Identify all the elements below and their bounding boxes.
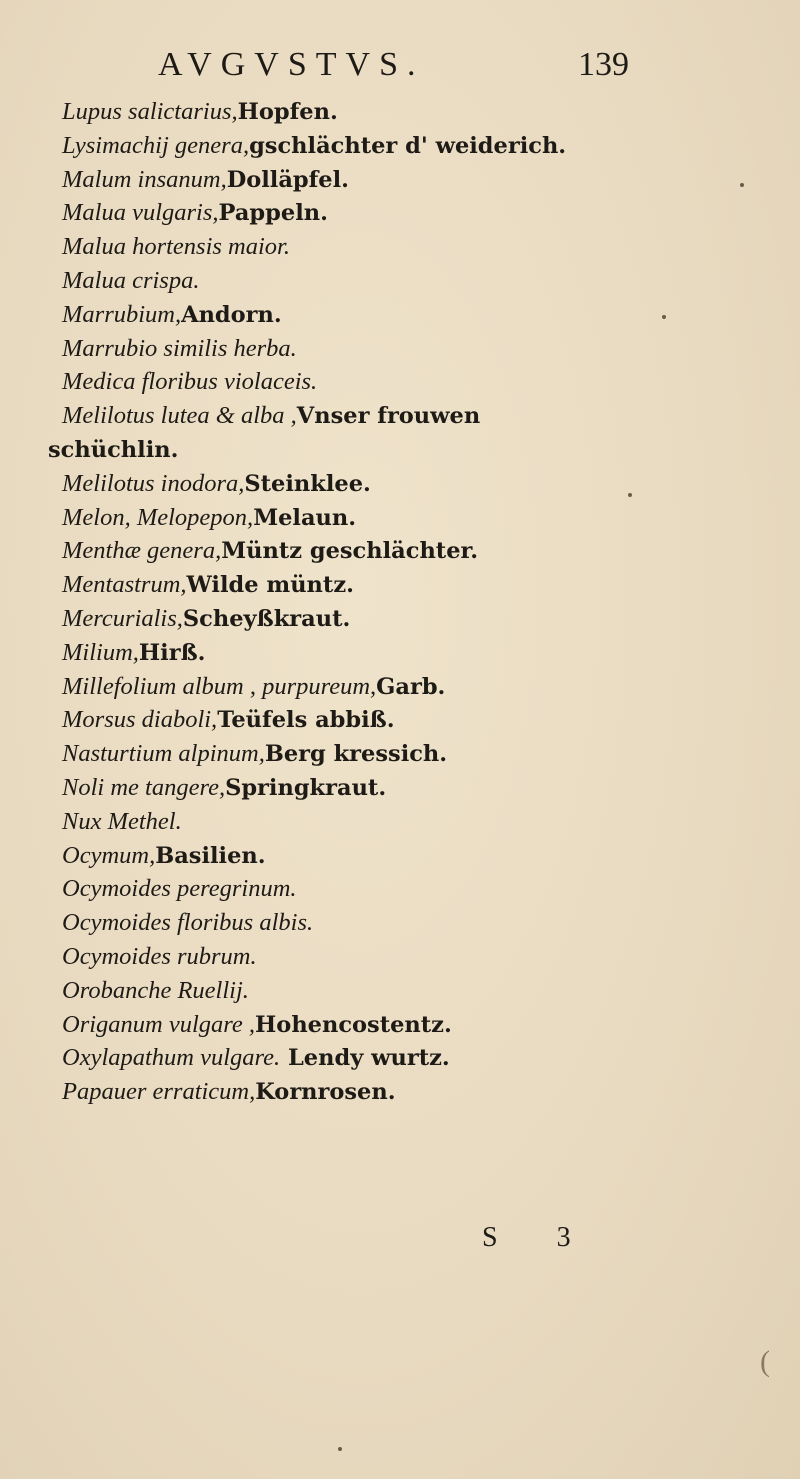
latin-name: Melilotus lutea & alba ,	[62, 402, 297, 430]
latin-name: Ocymoides peregrinum.	[62, 875, 297, 903]
latin-name: Orobanche Ruellij.	[62, 976, 249, 1004]
list-item	[48, 432, 762, 466]
latin-name: Malua crispa.	[62, 266, 200, 294]
german-name: Hopfen.	[237, 99, 338, 125]
paper-speck	[740, 183, 744, 187]
list-item	[62, 466, 762, 500]
latin-name: Lupus salictarius,	[62, 98, 238, 125]
list-item	[62, 297, 762, 331]
list-item	[62, 635, 762, 669]
list-item	[62, 939, 762, 973]
list-item	[62, 702, 762, 736]
herb-list	[48, 94, 762, 1108]
list-item	[62, 973, 762, 1007]
german-name: Melaun.	[253, 504, 357, 531]
latin-name: Morsus diaboli,	[62, 706, 218, 734]
running-head: AVGVSTVS.	[158, 46, 425, 83]
list-item	[62, 905, 762, 939]
german-name: Hohencostentz.	[255, 1011, 452, 1038]
list-item	[62, 601, 762, 635]
latin-name: Melon, Melopepon,	[62, 503, 254, 531]
latin-name: Ocymum,	[62, 841, 156, 869]
page-number: 139	[578, 46, 629, 83]
german-name: Lendy wurtz.	[287, 1045, 450, 1072]
list-item	[62, 533, 762, 567]
german-name: Steinklee.	[244, 470, 371, 497]
german-name: schüchlin.	[48, 436, 179, 463]
german-name: gschlächter d' weiderich.	[249, 132, 567, 159]
list-item	[62, 669, 762, 703]
list-item	[62, 838, 762, 872]
german-name: Basilien.	[155, 842, 266, 869]
german-name: Scheyßkraut.	[182, 605, 351, 632]
german-name: Dolläpfel.	[226, 166, 350, 193]
german-name: Wilde müntz.	[186, 572, 354, 599]
latin-name: Ocymoides rubrum.	[62, 942, 257, 970]
list-item	[62, 1040, 762, 1074]
latin-name: Mentastrum,	[62, 571, 187, 599]
list-item	[62, 567, 762, 601]
latin-name: Milium,	[62, 638, 139, 666]
german-name: Garb.	[376, 673, 446, 700]
list-item	[62, 128, 762, 162]
german-name: Teüfels abbiß.	[217, 707, 395, 734]
latin-name: Nasturtium alpinum,	[62, 740, 265, 768]
latin-name: Medica floribus violaceis.	[62, 368, 318, 396]
latin-name: Menthæ genera,	[62, 537, 222, 565]
paper-speck	[628, 493, 632, 497]
latin-name: Malum insanum,	[62, 165, 227, 193]
list-item	[62, 871, 762, 905]
list-item	[62, 1074, 762, 1108]
list-item	[62, 804, 762, 838]
latin-name: Origanum vulgare ,	[62, 1010, 256, 1038]
list-item	[62, 398, 762, 432]
german-name: Vnser frouwen	[296, 403, 481, 430]
list-item	[62, 195, 762, 229]
latin-name: Mercurialis,	[62, 604, 183, 632]
paper-mark: (	[760, 1345, 770, 1378]
page-header	[0, 46, 800, 86]
list-item	[62, 162, 762, 196]
list-item	[62, 1007, 762, 1041]
latin-name: Oxylapathum vulgare.	[62, 1044, 281, 1072]
list-item	[62, 94, 762, 128]
german-name: Berg kressich.	[264, 741, 448, 768]
latin-name: Malua hortensis maior.	[62, 233, 291, 261]
german-name: Andorn.	[181, 301, 282, 328]
german-name: Springkraut.	[225, 774, 387, 801]
latin-name: Lysimachij genera,	[62, 131, 250, 159]
list-item	[62, 500, 762, 534]
list-item	[62, 364, 762, 398]
latin-name: Marrubium,	[62, 300, 182, 328]
list-item	[62, 331, 762, 365]
latin-name: Marrubio similis herba.	[62, 334, 297, 362]
latin-name: Ocymoides floribus albis.	[62, 909, 314, 937]
list-item	[62, 263, 762, 297]
german-name: Pappeln.	[218, 200, 328, 227]
german-name: Hirß.	[138, 639, 206, 666]
latin-name: Papauer erraticum,	[62, 1078, 256, 1106]
paper-speck	[662, 315, 666, 319]
list-item	[62, 736, 762, 770]
latin-name: Melilotus inodora,	[62, 469, 245, 497]
latin-name: Noli me tangere,	[62, 773, 226, 801]
german-name: Müntz geschlächter.	[221, 538, 479, 565]
latin-name: Millefolium album , purpureum,	[62, 672, 377, 700]
paper-speck	[338, 1447, 342, 1451]
list-item	[62, 770, 762, 804]
german-name: Kornrosen.	[255, 1079, 396, 1106]
signature-mark: S 3	[482, 1222, 597, 1253]
latin-name: Nux Methel.	[62, 807, 182, 835]
list-item	[62, 229, 762, 263]
latin-name: Malua vulgaris,	[62, 199, 219, 227]
